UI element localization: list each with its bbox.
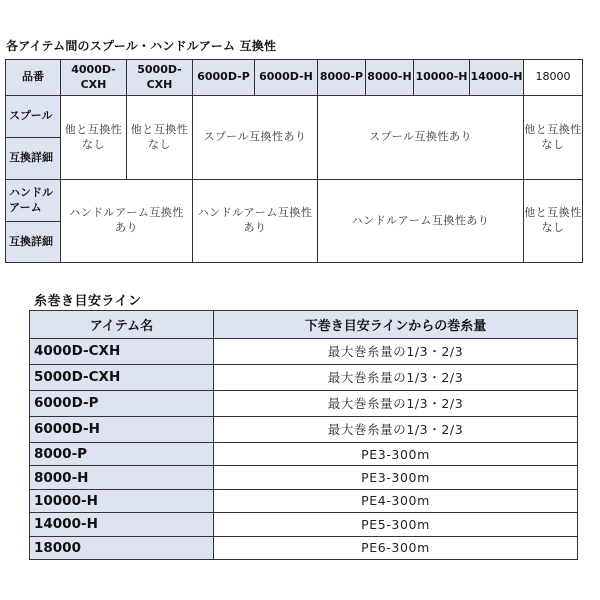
item-name: 5000D-CXH	[30, 364, 214, 390]
spool-4000d-cxh-cell: 他と互換性 なし	[61, 96, 127, 180]
column-item-name: アイテム名	[30, 311, 214, 339]
table-row	[30, 416, 578, 442]
header-item-4000d-cxh: 4000D- CXH	[61, 60, 127, 96]
table-row	[30, 364, 578, 390]
spool-18000-cell: 他と互換性 なし	[524, 96, 583, 180]
line-value: 最大巻糸量の1/3・2/3	[214, 390, 578, 416]
handle-6000-group-cell: ハンドルアーム互換性 あり	[193, 180, 318, 263]
handle-detail-label: 互換詳細	[6, 222, 61, 263]
table-row	[30, 466, 578, 489]
line-value: 最大巻糸量の1/3・2/3	[214, 364, 578, 390]
item-name: 4000D-CXH	[30, 338, 214, 364]
spool-5000d-cxh-cell: 他と互換性 なし	[127, 96, 193, 180]
item-name: 18000	[30, 536, 214, 560]
line-value: PE5-300m	[214, 513, 578, 536]
item-name: 14000-H	[30, 513, 214, 536]
compatibility-table	[5, 59, 583, 263]
line-table-title: 糸巻き目安ライン	[34, 294, 142, 309]
header-item-6000d-h: 6000D-H	[255, 60, 318, 96]
item-name: 10000-H	[30, 489, 214, 512]
header-item-8000-p: 8000-P	[318, 60, 366, 96]
line-value: PE3-300m	[214, 466, 578, 489]
header-part-number: 品番	[6, 60, 61, 96]
header-item-6000d-p: 6000D-P	[193, 60, 255, 96]
item-name: 6000D-H	[30, 416, 214, 442]
header-item-8000-h: 8000-H	[366, 60, 414, 96]
table-row	[30, 390, 578, 416]
item-name: 8000-H	[30, 466, 214, 489]
table-row	[30, 443, 578, 466]
item-name: 8000-P	[30, 443, 214, 466]
handle-8000-group-cell: ハンドルアーム互換性あり	[318, 180, 524, 263]
header-item-5000d-cxh: 5000D- CXH	[127, 60, 193, 96]
table-row	[30, 489, 578, 512]
column-line-guide: 下巻き目安ラインからの巻糸量	[214, 311, 578, 339]
handle-cxh-group-cell: ハンドルアーム互換性 あり	[61, 180, 193, 263]
line-value: PE6-300m	[214, 536, 578, 560]
handle-row-label: ハンドル アーム	[6, 180, 61, 222]
line-value: PE3-300m	[214, 443, 578, 466]
spool-row-label: スプール	[6, 96, 61, 138]
spool-detail-label: 互換詳細	[6, 138, 61, 180]
header-item-18000: 18000	[524, 60, 583, 96]
line-value: 最大巻糸量の1/3・2/3	[214, 416, 578, 442]
item-name: 6000D-P	[30, 390, 214, 416]
header-item-10000-h: 10000-H	[414, 60, 470, 96]
line-capacity-table	[29, 310, 578, 560]
spool-6000-group-cell: スプール互換性あり	[193, 96, 318, 180]
line-value: PE4-300m	[214, 489, 578, 512]
handle-18000-cell: 他と互換性 なし	[524, 180, 583, 263]
spool-8000-group-cell: スプール互換性あり	[318, 96, 524, 180]
compat-table-title: 各アイテム間のスプール・ハンドルアーム 互換性	[6, 39, 277, 53]
table-row	[30, 513, 578, 536]
line-value: 最大巻糸量の1/3・2/3	[214, 338, 578, 364]
table-row	[30, 536, 578, 560]
table-row	[30, 338, 578, 364]
header-item-14000-h: 14000-H	[470, 60, 524, 96]
